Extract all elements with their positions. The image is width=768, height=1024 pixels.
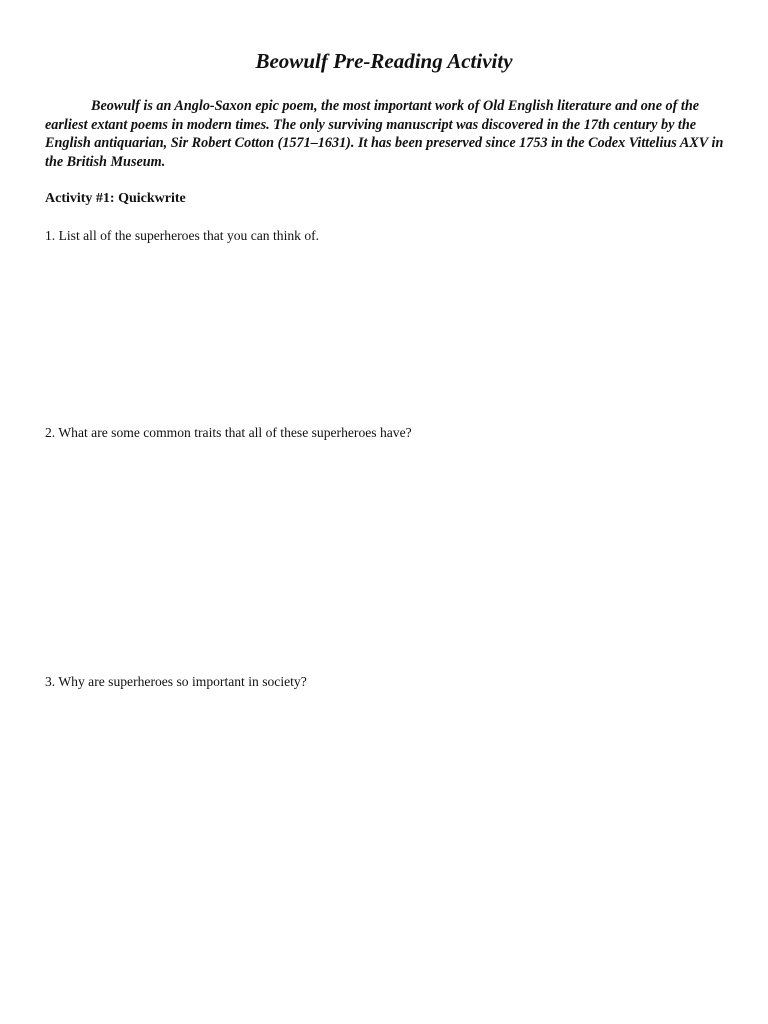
question-3: 3. Why are superheroes so important in society?	[45, 674, 307, 689]
activity-heading: Activity #1: Quickwrite	[45, 191, 186, 206]
question-1: 1. List all of the superheroes that you can think of.	[45, 228, 320, 243]
intro-paragraph: Beowulf is an Anglo-Saxon epic poem, the most important work of Old English literature and one of the earliest extant poems in modern times. The only surviving manuscript was discovered in the 17th century by the English antiquarian, Sir Robert Cotton (1571–1631). It has been preserved since 1753 in the Codex Vittelius AXV in the British Museum.	[45, 98, 724, 170]
page-title: Beowulf Pre-Reading Activity	[255, 49, 513, 73]
question-2: 2. What are some common traits that all of these superheroes have?	[45, 425, 412, 440]
